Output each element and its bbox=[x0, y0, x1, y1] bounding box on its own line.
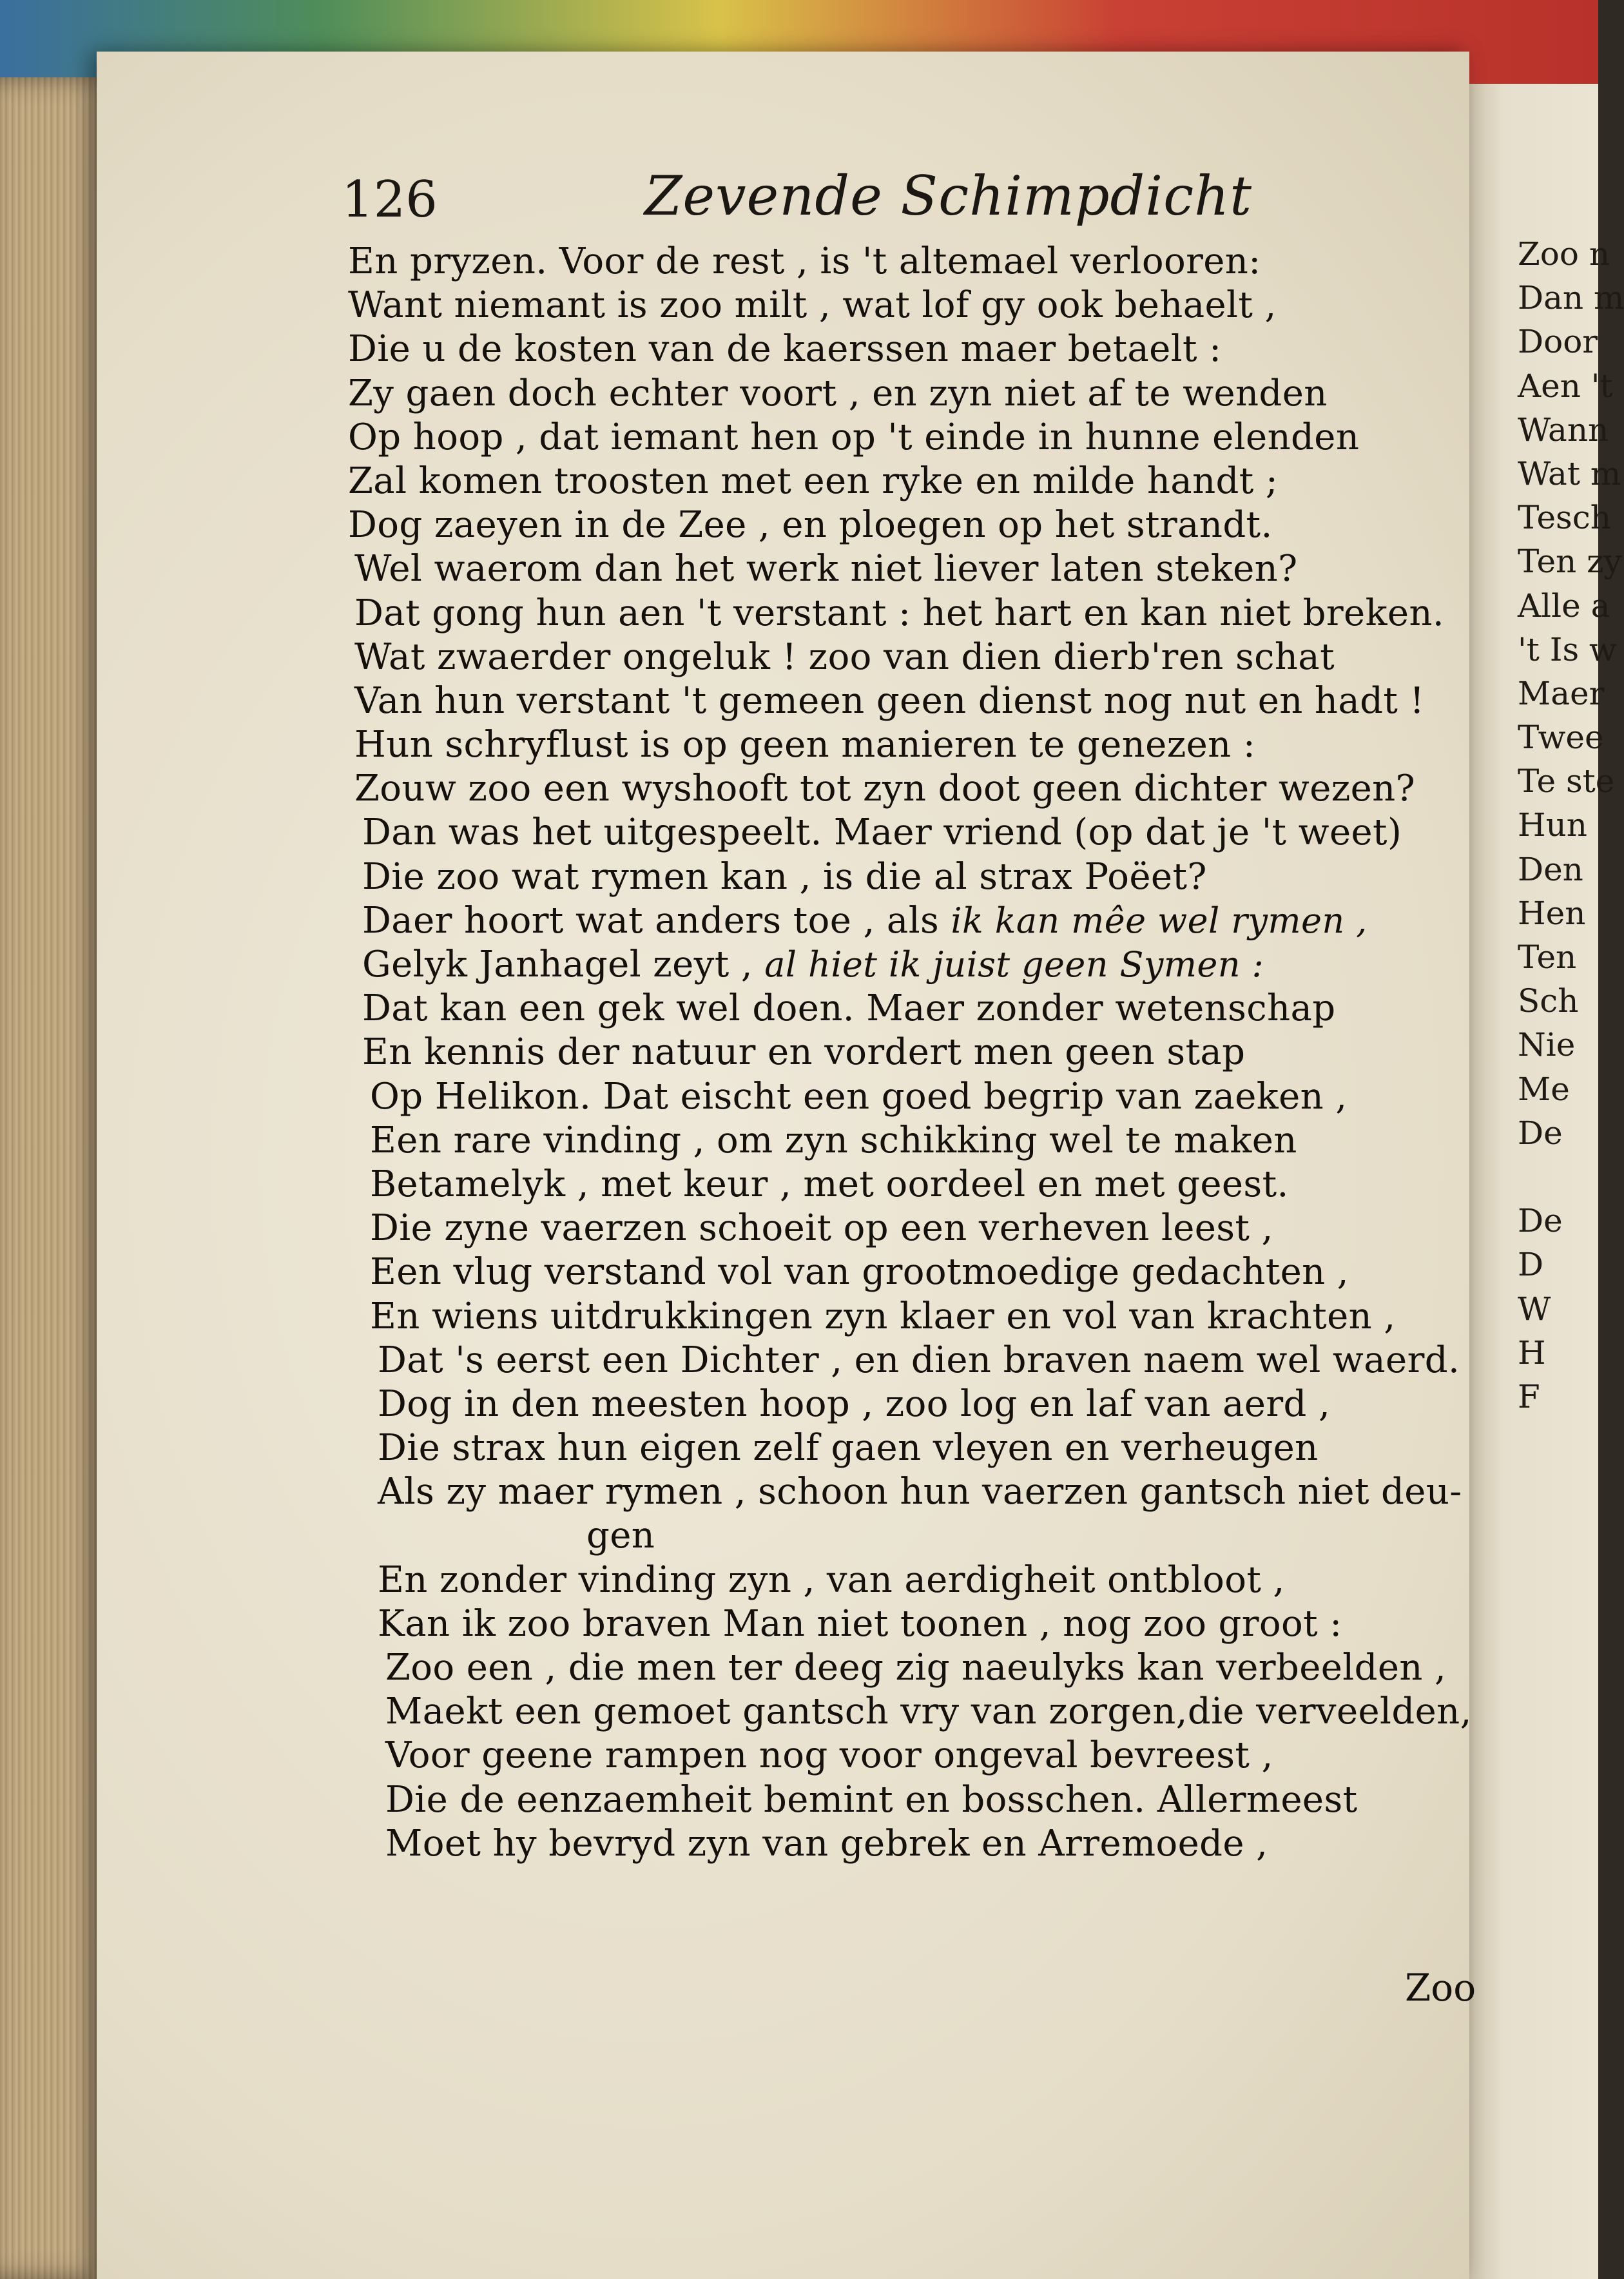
verse-line: En kennis der natuur en vordert men geen stap bbox=[362, 1031, 1246, 1074]
verse-line: Wat zwaerder ongeluk ! zoo van dien dierb'ren schat bbox=[354, 635, 1335, 678]
verse-line: En pryzen. Voor de rest , is 't altemael verlooren: bbox=[348, 240, 1261, 282]
facing-line: Aen 't bbox=[1518, 367, 1613, 405]
verse-line: Een rare vinding , om zyn schikking wel te maken bbox=[370, 1119, 1297, 1161]
verse-line: Als zy maer rymen , schoon hun vaerzen gantsch niet deu- bbox=[378, 1471, 1462, 1513]
facing-line: De bbox=[1518, 1202, 1563, 1240]
verse-line: Dog in den meesten hoop , zoo log en laf van aerd , bbox=[378, 1382, 1331, 1425]
verse-line: Op Helikon. Dat eischt een goed begrip van zaeken , bbox=[370, 1075, 1348, 1118]
verse-line: Zoo een , die men ter deeg zig naeulyks kan verbeelden , bbox=[385, 1647, 1447, 1689]
catchword: Zoo bbox=[1405, 1966, 1476, 2010]
facing-line: Ten bbox=[1518, 938, 1577, 976]
verse-line: Hun schryflust is op geen manieren te genezen : bbox=[354, 724, 1256, 766]
verse-line: Want niemant is zoo milt , wat lof gy ook behaelt , bbox=[348, 284, 1277, 327]
facing-line: Door bbox=[1518, 323, 1598, 361]
verse-line: Kan ik zoo braven Man niet toonen , nog zoo groot : bbox=[378, 1602, 1342, 1645]
verse-line: Voor geene rampen nog voor ongeval bevreest , bbox=[385, 1734, 1273, 1777]
facing-line: Nie bbox=[1518, 1026, 1576, 1064]
facing-line bbox=[1518, 1155, 1598, 1199]
verse-line: Maekt een gemoet gantsch vry van zorgen,die verveelden, bbox=[385, 1691, 1472, 1733]
facing-line: D bbox=[1518, 1246, 1544, 1284]
verse-line: Daer hoort wat anders toe , als ik kan mêe wel rymen , bbox=[362, 899, 1368, 942]
verse-line: Gelyk Janhagel zeyt , al hiet ik juist geen Symen : bbox=[362, 944, 1264, 985]
italic-quote: ik kan mêe wel rymen , bbox=[951, 900, 1368, 941]
facing-line: Twee bbox=[1518, 719, 1604, 757]
verse-line: Betamelyk , met keur , met oordeel en met geest. bbox=[370, 1163, 1289, 1205]
facing-line: Maer bbox=[1518, 674, 1605, 712]
verse-line: Dat gong hun aen 't verstant : het hart en kan niet breken. bbox=[354, 592, 1445, 634]
facing-page-text bbox=[1518, 232, 1624, 1419]
verse-line-continuation: gen bbox=[586, 1515, 655, 1557]
verse-line: Dat kan een gek wel doen. Maer zonder wetenschap bbox=[362, 987, 1336, 1030]
verse-line: En zonder vinding zyn , van aerdigheit ontbloot , bbox=[378, 1558, 1285, 1601]
facing-line: Dan m bbox=[1518, 279, 1624, 317]
running-head: Zevende Schimpdicht bbox=[644, 164, 1253, 228]
facing-line: Wann bbox=[1518, 411, 1609, 449]
verse-line: Moet hy bevryd zyn van gebrek en Arremoede , bbox=[385, 1822, 1268, 1865]
page-number: 126 bbox=[342, 171, 438, 229]
facing-line: De bbox=[1518, 1114, 1563, 1152]
facing-line: Alle a bbox=[1518, 587, 1610, 625]
verse-line: En wiens uitdrukkingen zyn klaer en vol van krachten , bbox=[370, 1295, 1396, 1337]
facing-line: Den bbox=[1518, 850, 1583, 888]
facing-line: Me bbox=[1518, 1070, 1570, 1108]
verse-line: Zouw zoo een wyshooft tot zyn doot geen dichter wezen? bbox=[354, 768, 1416, 810]
italic-quote: al hiet ik juist geen Symen : bbox=[764, 944, 1264, 985]
verse-line: Die zyne vaerzen schoeit op een verheven leest , bbox=[370, 1207, 1273, 1250]
facing-line: Tesch bbox=[1518, 499, 1611, 537]
facing-line: Hun bbox=[1518, 806, 1588, 844]
facing-line: Ten zy bbox=[1518, 543, 1622, 581]
verse-line: Op hoop , dat iemant hen op 't einde in hunne elenden bbox=[348, 416, 1360, 458]
verse-line: Zy gaen doch echter voort , en zyn niet af te wenden bbox=[348, 372, 1328, 414]
verse-line: Die u de kosten van de kaerssen maer betaelt : bbox=[348, 328, 1222, 371]
verse-line: Die de eenzaemheit bemint en bosschen. Allermeest bbox=[385, 1778, 1358, 1821]
facing-line: Wat m bbox=[1518, 454, 1621, 492]
verse-line: Een vlug verstand vol van grootmoedige gedachten , bbox=[370, 1251, 1349, 1294]
verse-line: Wel waerom dan het werk niet liever laten steken? bbox=[354, 548, 1298, 590]
facing-line: W bbox=[1518, 1290, 1551, 1328]
verse-line: Dat 's eerst een Dichter , en dien braven naem wel waerd. bbox=[378, 1339, 1460, 1381]
verse-line: Dan was het uitgespeelt. Maer vriend (op dat je 't weet) bbox=[362, 811, 1402, 854]
facing-line: H bbox=[1518, 1333, 1546, 1372]
poem-text bbox=[348, 240, 1508, 1866]
facing-line: Sch bbox=[1518, 982, 1579, 1020]
facing-line: Te ste bbox=[1518, 762, 1615, 800]
verse-line: Dog zaeyen in de Zee , en ploegen op het strandt. bbox=[348, 504, 1273, 547]
facing-line: F bbox=[1518, 1377, 1540, 1415]
verse-line: Zal komen troosten met een ryke en milde handt ; bbox=[348, 460, 1279, 502]
facing-line: Hen bbox=[1518, 894, 1586, 932]
verse-line: Van hun verstant 't gemeen geen dienst nog nut en hadt ! bbox=[354, 679, 1425, 722]
verse-line: Die zoo wat rymen kan , is die al strax Poëet? bbox=[362, 855, 1207, 898]
facing-line: Zoo n bbox=[1518, 235, 1610, 273]
verse-line: Die strax hun eigen zelf gaen vleyen en verheugen bbox=[378, 1427, 1319, 1469]
facing-line: 't Is w bbox=[1518, 630, 1617, 668]
page-header bbox=[238, 164, 1411, 235]
